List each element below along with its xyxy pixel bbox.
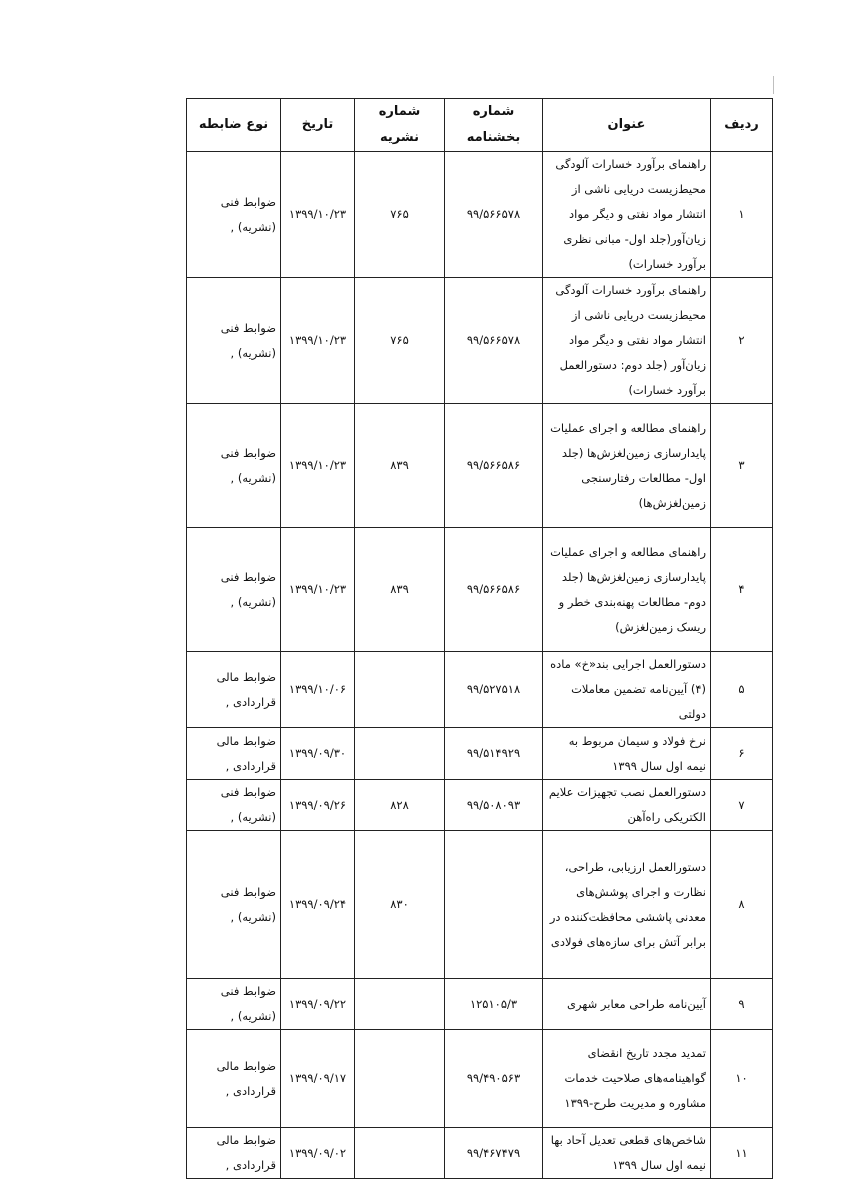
row-number: ۹ [711,979,773,1030]
circular-number: ۹۹/۵۱۴۹۲۹ [445,728,543,780]
row-date: ۱۳۹۹/۰۹/۲۲ [281,979,355,1030]
circular-number: ۹۹/۴۶۷۴۷۹ [445,1128,543,1179]
row-title: نرخ فولاد و سیمان مربوط به نیمه اول سال ۱۳۹۹ [543,728,711,780]
circular-number [445,831,543,979]
circular-number: ۹۹/۵۰۸۰۹۳ [445,780,543,831]
row-number: ۳ [711,404,773,528]
publication-number [355,1030,445,1128]
table-row [187,1030,773,1128]
table-row [187,652,773,728]
publication-number: ۸۳۰ [355,831,445,979]
row-date: ۱۳۹۹/۰۹/۱۷ [281,1030,355,1128]
row-title: آیین‌نامه طراحی معابر شهری [543,979,711,1030]
row-date: ۱۳۹۹/۱۰/۲۳ [281,528,355,652]
circular-number: ۹۹/۵۶۶۵۷۸ [445,152,543,278]
regulation-type: ضوابط فنی (نشریه) , [187,152,281,278]
circular-number: ۹۹/۵۶۶۵۷۸ [445,278,543,404]
header-publication-number: شماره نشریه [355,99,445,152]
row-number: ۲ [711,278,773,404]
row-title: راهنمای برآورد خسارات آلودگی محیط‌زیست دریایی ناشی از انتشار مواد نفتی و دیگر مواد زیان‌آور (جلد دوم: دستورالعمل برآورد خسارات) [543,278,711,404]
page-edge-mark [773,76,774,94]
row-date: ۱۳۹۹/۰۹/۳۰ [281,728,355,780]
table-row [187,404,773,528]
row-number: ۱ [711,152,773,278]
table-row [187,278,773,404]
publication-number: ۸۲۸ [355,780,445,831]
circular-number: ۹۹/۵۲۷۵۱۸ [445,652,543,728]
row-number: ۱۱ [711,1128,773,1179]
table-row [187,831,773,979]
table-row [187,528,773,652]
row-title: دستورالعمل ارزیابی، طراحی، نظارت و اجرای پوشش‌های معدنی پاششی محافظت‌کننده در برابر آتش برای سازه‌های فولادی [543,831,711,979]
row-title: شاخص‌های قطعی تعدیل آحاد بها نیمه اول سال ۱۳۹۹ [543,1128,711,1179]
regulation-type: ضوابط فنی (نشریه) , [187,528,281,652]
regulation-type: ضوابط مالی قراردادی , [187,1128,281,1179]
row-date: ۱۳۹۹/۰۹/۲۴ [281,831,355,979]
header-title: عنوان [543,99,711,152]
regulation-type: ضوابط مالی قراردادی , [187,728,281,780]
row-date: ۱۳۹۹/۰۹/۲۶ [281,780,355,831]
circular-number: ۹۹/۴۹۰۵۶۳ [445,1030,543,1128]
row-date: ۱۳۹۹/۱۰/۲۳ [281,404,355,528]
row-number: ۸ [711,831,773,979]
row-title: دستورالعمل نصب تجهیزات علایم الکتریکی راه‌آهن [543,780,711,831]
row-title: راهنمای مطالعه و اجرای عملیات پایدارسازی زمین‌لغزش‌ها (جلد دوم- مطالعات پهنه‌بندی خطر و ریسک زمین‌لغزش) [543,528,711,652]
row-date: ۱۳۹۹/۱۰/۰۶ [281,652,355,728]
regulation-type: ضوابط فنی (نشریه) , [187,831,281,979]
header-date: تاریخ [281,99,355,152]
publication-number [355,979,445,1030]
header-circular-number: شماره بخشنامه [445,99,543,152]
table-row [187,728,773,780]
row-date: ۱۳۹۹/۱۰/۲۳ [281,152,355,278]
table-header-row [187,99,773,152]
row-title: راهنمای برآورد خسارات آلودگی محیط‌زیست دریایی ناشی از انتشار مواد نفتی و دیگر مواد زیان‌آور(جلد اول- مبانی نظری برآورد خسارات) [543,152,711,278]
header-regulation-type: نوع ضابطه [187,99,281,152]
row-number: ۴ [711,528,773,652]
circular-number: ۹۹/۵۶۶۵۸۶ [445,528,543,652]
table-row [187,1128,773,1179]
table-row [187,979,773,1030]
row-number: ۷ [711,780,773,831]
row-number: ۱۰ [711,1030,773,1128]
row-title: دستورالعمل اجرایی بند«خ» ماده (۴) آیین‌نامه تضمین معاملات دولتی [543,652,711,728]
regulation-type: ضوابط فنی (نشریه) , [187,780,281,831]
regulation-type: ضوابط مالی قراردادی , [187,652,281,728]
row-date: ۱۳۹۹/۱۰/۲۳ [281,278,355,404]
row-date: ۱۳۹۹/۰۹/۰۲ [281,1128,355,1179]
regulations-table [186,98,773,1179]
row-title: تمدید مجدد تاریخ انقضای گواهینامه‌های صلاحیت خدمات مشاوره و مدیریت طرح-۱۳۹۹ [543,1030,711,1128]
regulation-type: ضوابط فنی (نشریه) , [187,979,281,1030]
publication-number: ۸۳۹ [355,528,445,652]
table-row [187,780,773,831]
publication-number: ۷۶۵ [355,152,445,278]
regulation-type: ضوابط فنی (نشریه) , [187,278,281,404]
publication-number [355,652,445,728]
publication-number: ۸۳۹ [355,404,445,528]
publication-number: ۷۶۵ [355,278,445,404]
regulation-type: ضوابط فنی (نشریه) , [187,404,281,528]
header-row-number: ردیف [711,99,773,152]
publication-number [355,1128,445,1179]
row-number: ۵ [711,652,773,728]
row-number: ۶ [711,728,773,780]
circular-number: ۹۹/۵۶۶۵۸۶ [445,404,543,528]
regulation-type: ضوابط مالی قراردادی , [187,1030,281,1128]
row-title: راهنمای مطالعه و اجرای عملیات پایدارسازی زمین‌لغزش‌ها (جلد اول- مطالعات رفتارسنجی زمین‌لغزش‌ها) [543,404,711,528]
table-row [187,152,773,278]
circular-number: ۱۲۵۱۰۵/۳ [445,979,543,1030]
publication-number [355,728,445,780]
